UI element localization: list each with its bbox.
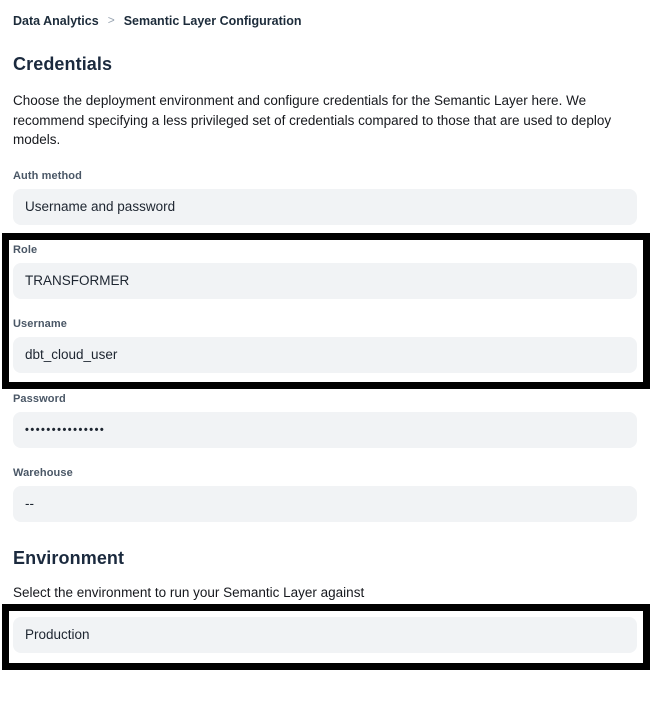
warehouse-label: Warehouse (13, 466, 73, 479)
role-label: Role (13, 243, 38, 256)
username-label: Username (13, 317, 67, 330)
chevron-right-icon: > (107, 13, 115, 27)
auth-method-group (13, 170, 661, 225)
highlight-box-environment (2, 604, 650, 670)
auth-method-select[interactable]: Username and password (13, 189, 637, 225)
credentials-section-title: Credentials (13, 54, 113, 74)
password-input[interactable]: ••••••••••••••• (13, 412, 637, 448)
breadcrumb-item-data-analytics[interactable]: Data Analytics (13, 14, 99, 28)
breadcrumb-item-semantic-layer-configuration: Semantic Layer Configuration (123, 14, 302, 28)
username-input[interactable]: dbt_cloud_user (13, 337, 637, 373)
role-group (13, 244, 643, 299)
password-group (13, 393, 661, 448)
environment-select[interactable]: Production (13, 617, 637, 653)
environment-section-title: Environment (13, 547, 125, 568)
credentials-section-description: Choose the deployment environment and configure credentials for the Semantic Layer here. We recommend specifying a less privileged set of credentials compared to those that are used to deploy models. (13, 93, 612, 147)
highlight-box-credentials (2, 233, 650, 389)
role-input[interactable]: TRANSFORMER (13, 263, 637, 299)
warehouse-group (13, 467, 661, 522)
breadcrumb (13, 14, 661, 28)
environment-section-description: Select the environment to run your Semantic Layer against (13, 584, 365, 600)
username-group (13, 318, 643, 373)
warehouse-input[interactable]: -- (13, 486, 637, 522)
auth-method-label: Auth method (13, 169, 82, 182)
password-label: Password (13, 392, 66, 405)
